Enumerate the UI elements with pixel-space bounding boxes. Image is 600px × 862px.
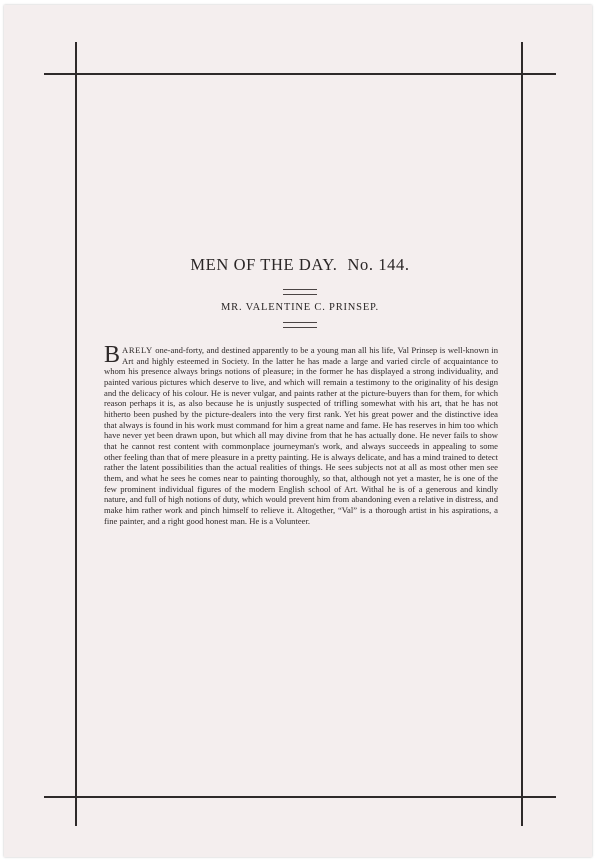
article-text: one-and-forty, and destined apparently to be a young man all his life, Val Prinsep is well-known in Art and highly esteemed in Society. In the latter he has made a large and varied circle of acquaintance to whom his presence always brings notions of pleasure; in the former he has displayed a strong individuality, and painted various pictures which deserve to live, and which will remain a testimony to the originality of his design and the delicacy of his colour. He is never vulgar, and paints rather at the picture-buyers than for them, for which reason perhaps it is, as also because he is unjustly suspected of trifling somewhat with his art, that he has not hitherto been pushed by the picture-dealers into the very first rank. Yet his great power and the distinctive idea that always is found in his work must command for him a great name and fame. He has reserves in him too which have never yet been drawn upon, but which all may divine from that he has actually done. He never fails to show that he cannot rest content with commonplace journeyman's work, and always succeeds in appealing to some other feeling than that of mere pleasure in a pretty painting. He is always delicate, and has a mind trained to detect rather the latent possibilities than the actual realities of things. He sees subjects not at all as most other men see them, and what he sees he comes near to painting thoroughly, so that, although not yet a master, he is one of the few prominent individual figures of the modern English school of Art. Withal he is of a generous and kindly nature, and full of high notions of duty, which would prevent him from abandoning even a relative in distress, and make him rather work and pinch himself to relieve it. Altogether, “Val” is a thorough artist in his aspirations, a fine painter, and a right good honest man. He is a Volunteer.	[104, 345, 498, 526]
page-title	[0, 255, 600, 275]
article-body	[104, 342, 498, 526]
page-title-text: MEN OF THE DAY.	[190, 255, 338, 274]
issue-number: No. 144.	[347, 255, 410, 274]
border-rule-bottom	[44, 796, 556, 798]
border-rule-right	[521, 42, 523, 826]
border-rule-left	[75, 42, 77, 826]
lead-word: ARELY	[122, 345, 153, 355]
ornament-rule-lower	[283, 322, 317, 328]
subtitle: MR. VALENTINE C. PRINSEP.	[221, 302, 379, 313]
drop-cap: B	[104, 342, 121, 368]
ornament-rule-upper	[283, 289, 317, 295]
border-rule-top	[44, 73, 556, 75]
